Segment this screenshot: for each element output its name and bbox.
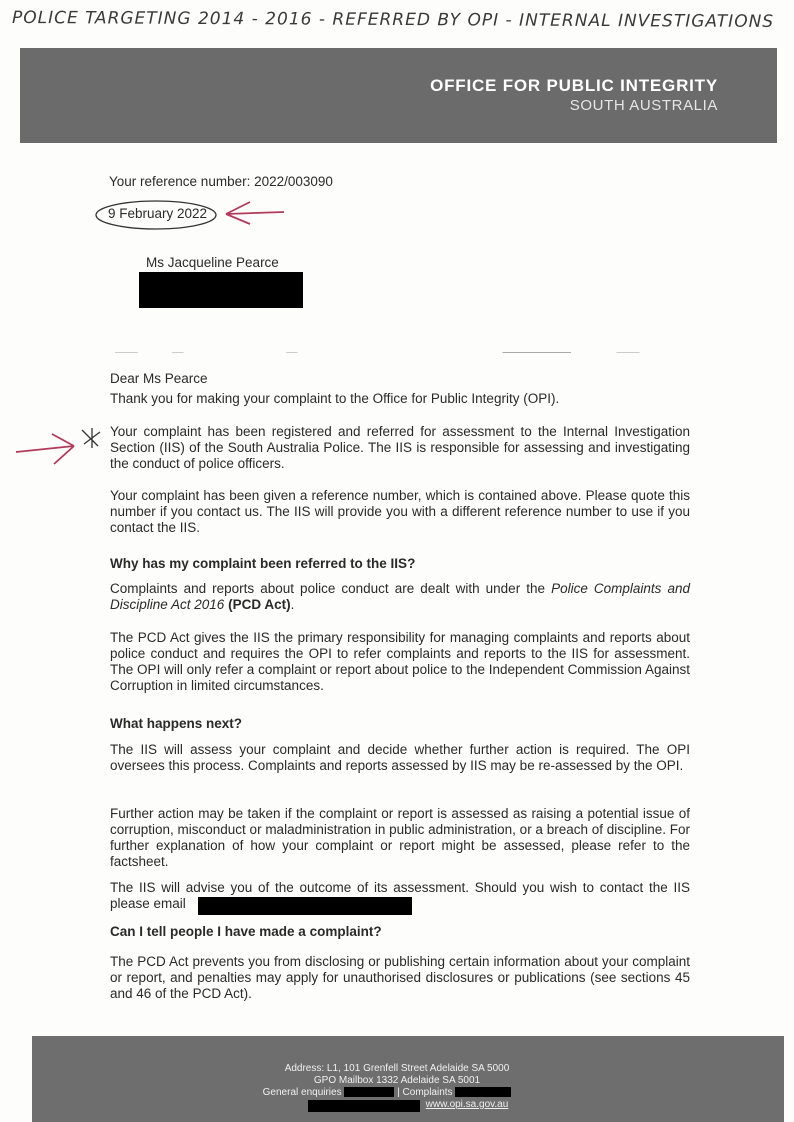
org-subtitle: SOUTH AUSTRALIA — [569, 97, 718, 114]
paragraph-3: Your complaint has been given a reference number, which is contained above. Please quote this number if you contact us. The IIS will provide you with a different reference number to use if you contact the IIS. — [110, 488, 690, 535]
footer-enquiries-label: General enquiries — [262, 1087, 342, 1098]
org-name: OFFICE FOR PUBLIC INTEGRITY — [430, 76, 718, 95]
paragraph-9: The PCD Act prevents you from disclosing or publishing certain information about your complaint or report, and penalties may apply for unauthorised disclosures or publications (see sections 45 and 46 of the PCD Act). — [110, 954, 690, 1001]
footer-contacts — [0, 1087, 784, 1099]
scan-artifact — [115, 352, 685, 353]
p4-abbr: (PCD Act) — [228, 597, 291, 612]
footer-mailbox: GPO Mailbox 1332 Adelaide SA 5001 — [313, 1075, 481, 1086]
paragraph-7: Further action may be taken if the complaint or report is assessed as raising a potential issue of corruption, misconduct or maladministration in public administration, or a breach of discipline. For further explanation of how your complaint or report might be assessed, please refer to the factsheet. — [110, 806, 691, 869]
redaction-phone — [344, 1087, 394, 1097]
p4-pre: Complaints and reports about police conduct are dealt with under the — [110, 581, 552, 596]
redaction-complaints — [455, 1087, 511, 1097]
reference-number: Your reference number: 2022/003090 — [109, 174, 333, 189]
paragraph-2: Your complaint has been registered and referred for assessment to the Internal Investigation Section (IIS) of the South Australia Police. The IIS is responsible for assessing and investigating the conduct of police officers. — [110, 424, 690, 471]
p4-act-title: Police Complaints and Discipline Act 2016 — [110, 581, 690, 612]
recipient-name: Ms Jacqueline Pearce — [146, 255, 279, 270]
heading-why-referred: Why has my complaint been referred to the IIS? — [110, 556, 416, 571]
handwritten-arrow-mark — [12, 424, 108, 474]
heading-tell-people: Can I tell people I have made a complaint? — [110, 924, 382, 939]
paragraph-5: The PCD Act gives the IIS the primary responsibility for managing complaints and reports about police conduct and requires the OPI to refer complaints and reports to the IIS for assessment. The OPI will only refer a complaint or report about police to the Independent Commission Against Corruption in limited circumstances. — [110, 630, 690, 693]
paragraph-6: The IIS will assess your complaint and decide whether further action is required. The OPI oversees this process. Complaints and reports assessed by IIS may be re-assessed by the OPI. — [110, 742, 690, 773]
paragraph-1: Thank you for making your complaint to the Office for Public Integrity (OPI). — [110, 391, 560, 406]
footer-complaints-label: | Complaints — [397, 1087, 453, 1098]
date-block — [94, 198, 294, 238]
p8-text: The IIS will advise you of the outcome of its assessment. Should you wish to contact the IIS please email — [110, 880, 690, 911]
footer-address: Address: L1, 101 Grenfell Street Adelaide SA 5000 — [284, 1063, 510, 1074]
heading-what-next: What happens next? — [110, 716, 243, 731]
letter-date: 9 February 2022 — [108, 206, 208, 221]
paragraph-4 — [110, 581, 690, 613]
p4-post: . — [290, 597, 295, 612]
redaction-address — [139, 272, 303, 308]
redaction-email — [198, 897, 412, 915]
footer-website[interactable]: www.opi.sa.gov.au — [425, 1099, 509, 1110]
salutation: Dear Ms Pearce — [110, 371, 208, 386]
handwritten-annotation: POLICE TARGETING 2014 - 2016 - REFERRED BY OPI - INTERNAL INVESTIGATIONS — [11, 7, 775, 32]
